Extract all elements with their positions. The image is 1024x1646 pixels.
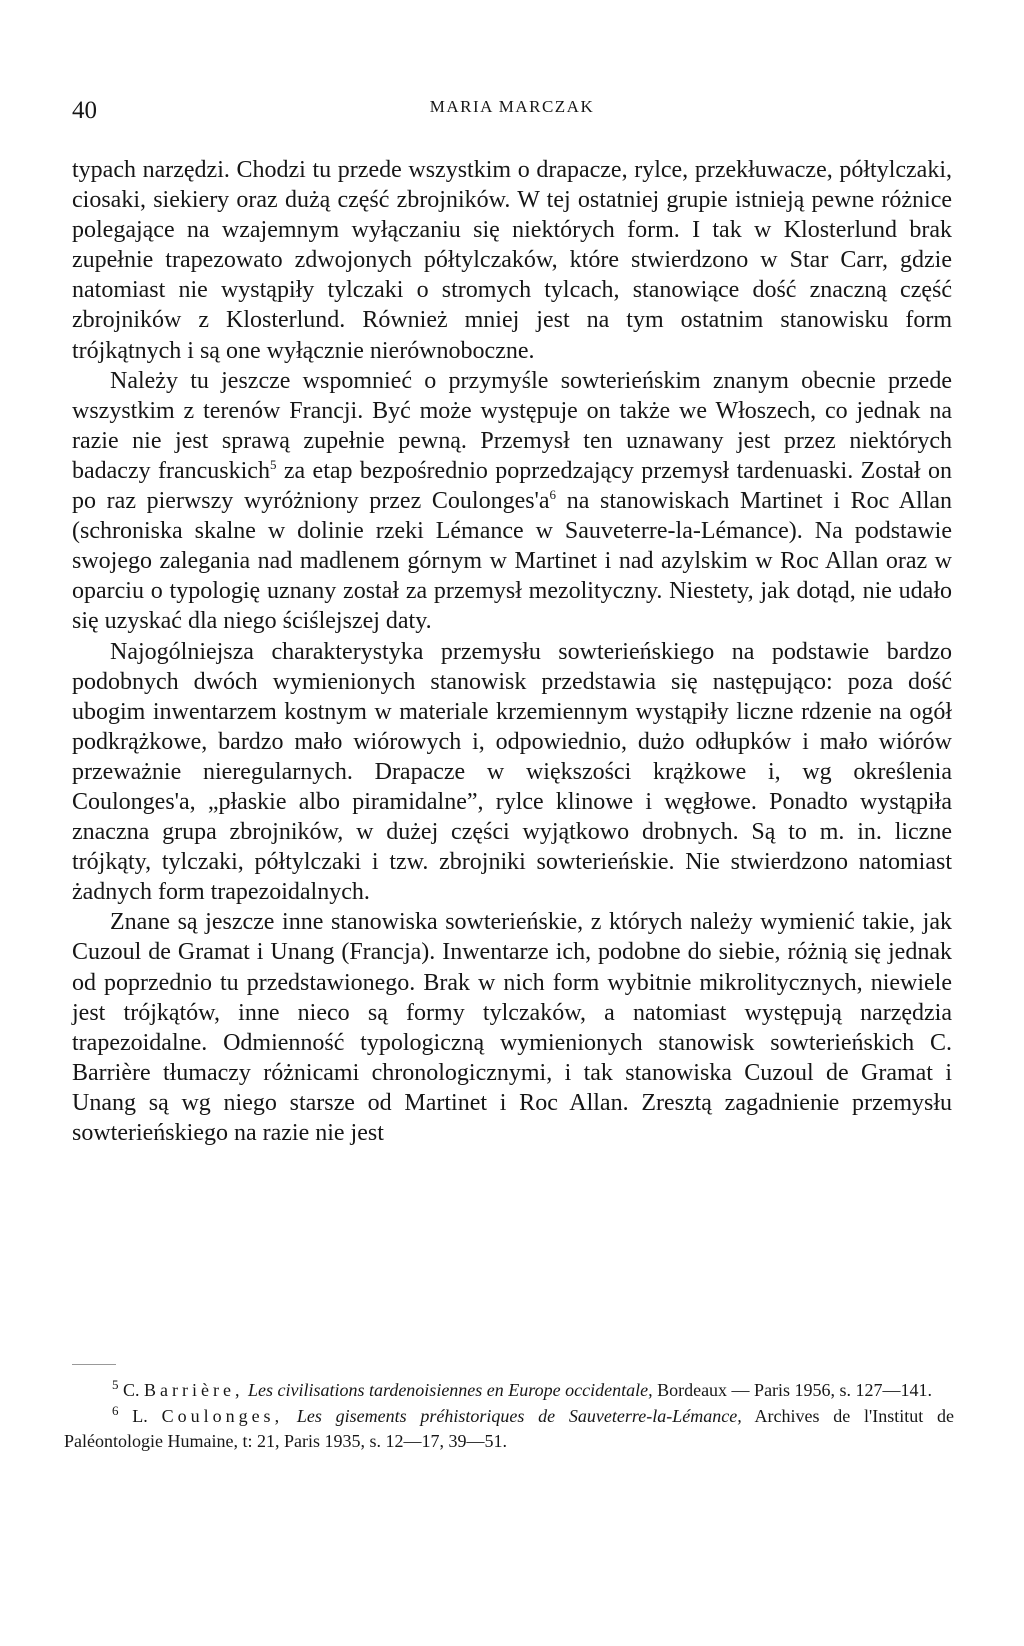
footnote-6-initial: L. [132, 1405, 148, 1426]
paragraph-2-text-b: za etap bezpośrednio poprzedzający przemysł tardenuaski. Został on po raz pierwszy wyróżniony przez Coulonges'a [72, 457, 952, 515]
paragraph-4-text: Znane są jeszcze inne stanowiska sowterieńskie, z których należy wymienić takie, jak Cuzoul de Gramat i Unang (Francja). Inwentarze ich, podobne do siebie, różnią się jednak od poprzednio tu przedstawionego. Brak w nich form wybitnie mikrolitycznych, niewiele jest trójkątów, inne nieco są formy tylczaków, a natomiast występują narzędzia trapezoidalne. Odmienność typologiczną wymienionych stanowisk sowterieńskich C. Barrière tłumaczy różnicami chronologicznymi, i tak stanowiska Cuzoul de Gramat i Unang są wg niego starsze od Martinet i Roc Allan. Zresztą zagadnienie przemysłu sowterieńskiego na razie nie jest [72, 909, 952, 1146]
page-header [0, 88, 1024, 128]
footnote-5-marker: 5 [112, 1377, 119, 1392]
footnote-5-initial: C. [123, 1380, 140, 1400]
paragraph-2-text-c: na stanowiskach Martinet i Roc Allan (schroniska skalne w dolinie rzeki Lémance w Sauveterre-la-Lémance). Na podstawie swojego zalegania nad madlenem górnym w Martinet i nad azylskim w Roc Allan oraz w oparciu o typologię uznany został za przemysł mezolityczny. Niestety, jak dotąd, nie udało się uzyskać dla niego ściślejszej daty. [72, 488, 953, 635]
footnote-6 [64, 1404, 954, 1455]
paragraph-4 [72, 907, 952, 1148]
footnote-ref-6: 6 [549, 487, 557, 503]
paragraph-3 [72, 637, 952, 908]
footnote-5 [64, 1378, 954, 1404]
running-head: MARIA MARCZAK [429, 97, 595, 116]
footnote-5-rest: Bordeaux — Paris 1956, s. 127—141. [657, 1380, 933, 1400]
footnote-5-author: Barrière, [144, 1380, 244, 1400]
body-text [72, 155, 952, 1148]
footnote-6-title: Les gisements préhistoriques de Sauveterre-la-Lémance, [296, 1405, 742, 1426]
paragraph-2-text-a: Należy tu jeszcze wspomnieć o przymyśle sowterieńskim znanym obecnie przede wszystkim z terenów Francji. Być może występuje on także we Włoszech, co jednak na razie nie jest sprawą zupełnie pewną. Przemysł ten uznawany jest przez niektórych badaczy francuskich [72, 367, 952, 484]
footnote-6-marker: 6 [112, 1402, 119, 1418]
footnote-6-author: Coulonges, [161, 1405, 284, 1426]
footnote-separator [72, 1364, 116, 1365]
footnote-5-title: Les civilisations tardenoisiennes en Europe occidentale, [247, 1380, 653, 1400]
paragraph-1 [72, 155, 952, 366]
footnotes [64, 1378, 954, 1455]
footnote-ref-5: 5 [269, 456, 277, 472]
paragraph-1-text: typach narzędzi. Chodzi tu przede wszystkim o drapacze, rylce, przekłuwacze, półtylczaki, ciosaki, siekiery oraz dużą część zbrojników. W tej ostatniej grupie istnieją pewne różnice polegające na wzajemnym wyłączaniu się niektórych form. I tak w Klosterlund brak zupełnie trapezowato zdwojonych półtylczaków, które stwierdzono w Star Carr, gdzie natomiast nie wystąpiły tylczaki o stromych tylcach, stanowiące dość znaczną część zbrojników z Klosterlund. Również mniej jest na tym ostatnim stanowisku form trójkątnych i są one wyłącznie nierównoboczne. [72, 157, 952, 364]
footnote-6-rest: Archives de l'Institut de Paléontologie Humaine, t: 21, Paris 1935, s. 12—17, 39—51. [64, 1405, 955, 1451]
page-number: 40 [72, 97, 97, 124]
paragraph-3-text: Najogólniejsza charakterystyka przemysłu sowterieńskiego na podstawie bardzo podobnych dwóch wymienionych stanowisk przedstawia się następująco: poza dość ubogim inwentarzem kostnym w materiale krzemiennym wystąpiły liczne rdzenie na ogół podkrążkowe, bardzo mało wiórowych i, odpowiednio, dużo odłupków i mało wiórów przeważnie nieregularnych. Drapacze w większości krążkowe i, wg określenia Coulonges'a, „płaskie albo piramidalne”, rylce klinowe i węgłowe. Ponadto wystąpiła znaczna grupa zbrojników, w dużej części wyjątkowo drobnych. Są to m. in. liczne trójkąty, tylczaki, półtylczaki i tzw. zbrojniki sowterieńskie. Nie stwierdzono natomiast żadnych form trapezoidalnych. [72, 638, 952, 906]
paragraph-2 [72, 366, 952, 637]
